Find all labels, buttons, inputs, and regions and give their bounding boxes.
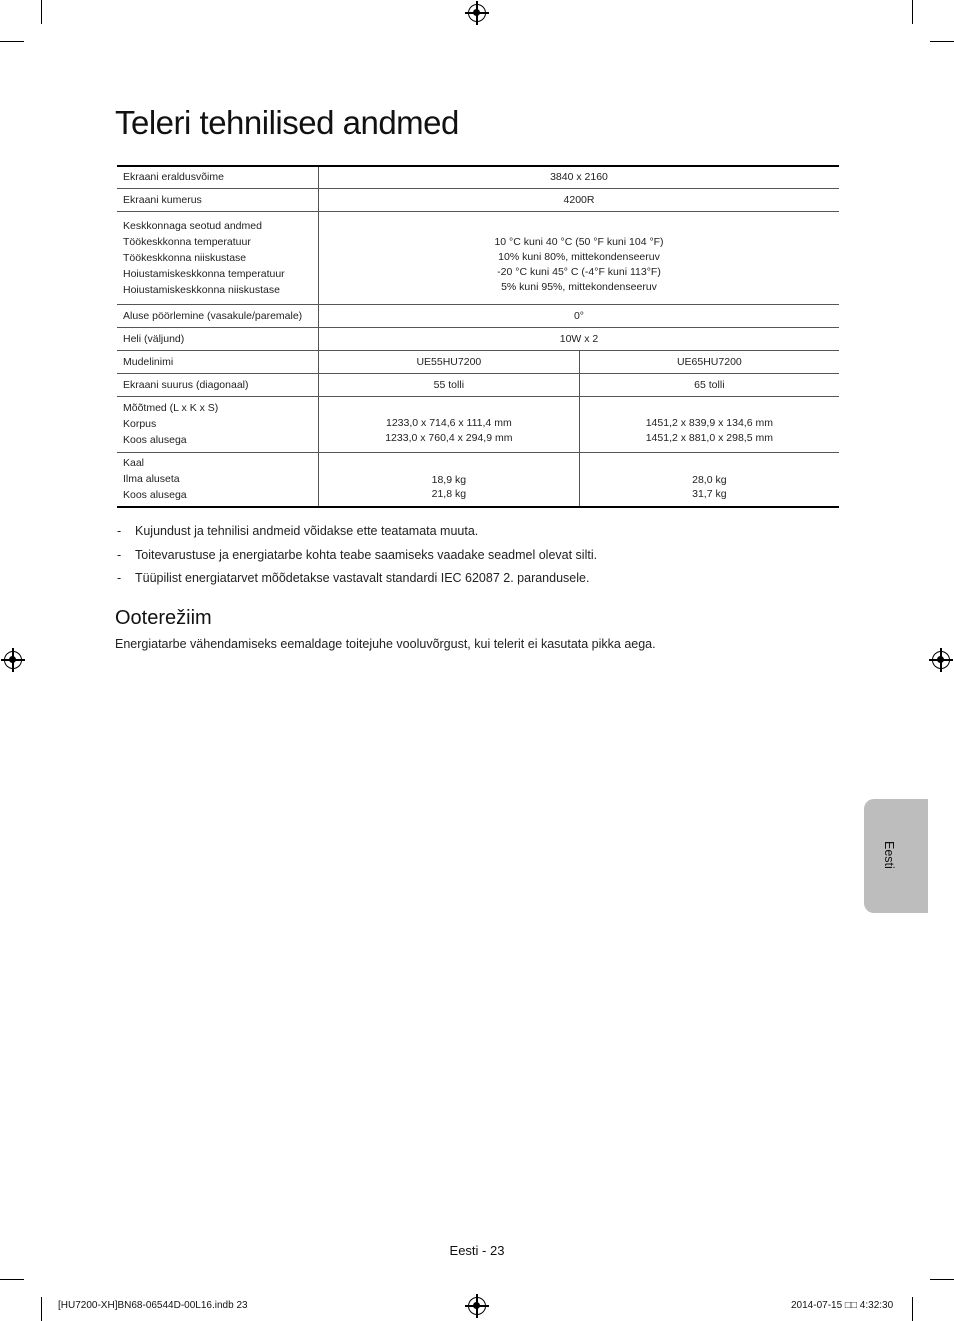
row-label: Kaal Ilma aluseta Koos alusega (117, 452, 319, 507)
row-label: Mõõtmed (L x K x S) Korpus Koos alusega (117, 396, 319, 452)
spec-table (117, 165, 839, 508)
row-label: Aluse pöörlemine (vasakule/paremale) (117, 304, 319, 327)
list-item: - Kujundust ja tehnilisi andmeid võidakse ette teatamata muuta. (117, 524, 479, 538)
row-label: Keskkonnaga seotud andmed Töökeskkonna temperatuur Töökeskkonna niiskustase Hoiustamiskeskkonna temperatuur Hoiustamiskeskkonna niiskustase (117, 211, 319, 304)
crop-mark (0, 1279, 24, 1280)
list-item: - Tüüpilist energiatarvet mõõdetakse vastavalt standardi IEC 62087 2. parandusele. (117, 571, 590, 585)
row-value: 10 °C kuni 40 °C (50 °F kuni 104 °F) 10% kuni 80%, mittekondenseeruv -20 °C kuni 45° C (-4°F kuni 113°F) 5% kuni 95%, mittekondenseeruv (319, 211, 840, 304)
row-value: 1451,2 x 839,9 x 134,6 mm 1451,2 x 881,0 x 298,5 mm (579, 396, 839, 452)
crop-mark (930, 41, 954, 42)
row-value: 55 tolli (319, 373, 580, 396)
table-row (117, 373, 839, 396)
table-row (117, 166, 839, 188)
table-row (117, 327, 839, 350)
table-row (117, 188, 839, 211)
row-value: 18,9 kg 21,8 kg (319, 452, 580, 507)
row-label: Ekraani eraldusvõime (117, 166, 319, 188)
row-value: 28,0 kg 31,7 kg (579, 452, 839, 507)
crop-mark (930, 1279, 954, 1280)
crop-mark (0, 41, 24, 42)
crop-mark (41, 1297, 42, 1321)
table-row (117, 350, 839, 373)
row-value: 10W x 2 (319, 327, 840, 350)
row-value: 3840 x 2160 (319, 166, 840, 188)
registration-mark-icon (468, 4, 486, 22)
table-row (117, 304, 839, 327)
section-heading: Ooterežiim (115, 607, 212, 629)
row-label: Heli (väljund) (117, 327, 319, 350)
table-row (117, 396, 839, 452)
row-label: Ekraani kumerus (117, 188, 319, 211)
row-value: 1233,0 x 714,6 x 111,4 mm 1233,0 x 760,4 x 294,9 mm (319, 396, 580, 452)
table-row (117, 211, 839, 304)
section-text: Energiatarbe vähendamiseks eemaldage toitejuhe vooluvõrgust, kui telerit ei kasutata pikka aega. (115, 637, 656, 651)
list-item: - Toitevarustuse ja energiatarbe kohta teabe saamiseks vaadake seadmel olevat silti. (117, 547, 598, 562)
footer-file-info: [HU7200-XH]BN68-06544D-00L16.indb 23 (58, 1300, 248, 1311)
footer-timestamp: 2014-07-15 □□ 4:32:30 (791, 1300, 894, 1311)
crop-mark (41, 0, 42, 24)
row-label: Mudelinimi (117, 350, 319, 373)
language-tab-label: Eesti (882, 841, 896, 869)
table-row (117, 452, 839, 507)
crop-mark (912, 1297, 913, 1321)
registration-mark-icon (932, 651, 950, 669)
row-value: 4200R (319, 188, 840, 211)
row-value: UE65HU7200 (579, 350, 839, 373)
row-value: UE55HU7200 (319, 350, 580, 373)
registration-mark-icon (468, 1297, 486, 1315)
registration-mark-icon (4, 651, 22, 669)
crop-mark (912, 0, 913, 24)
page-number: Eesti - 23 (449, 1243, 505, 1258)
row-value: 0° (319, 304, 840, 327)
language-tab (864, 799, 928, 913)
page-title: Teleri tehnilised andmed (115, 104, 459, 141)
notes-list (117, 521, 597, 592)
row-value: 65 tolli (579, 373, 839, 396)
row-label: Ekraani suurus (diagonaal) (117, 373, 319, 396)
